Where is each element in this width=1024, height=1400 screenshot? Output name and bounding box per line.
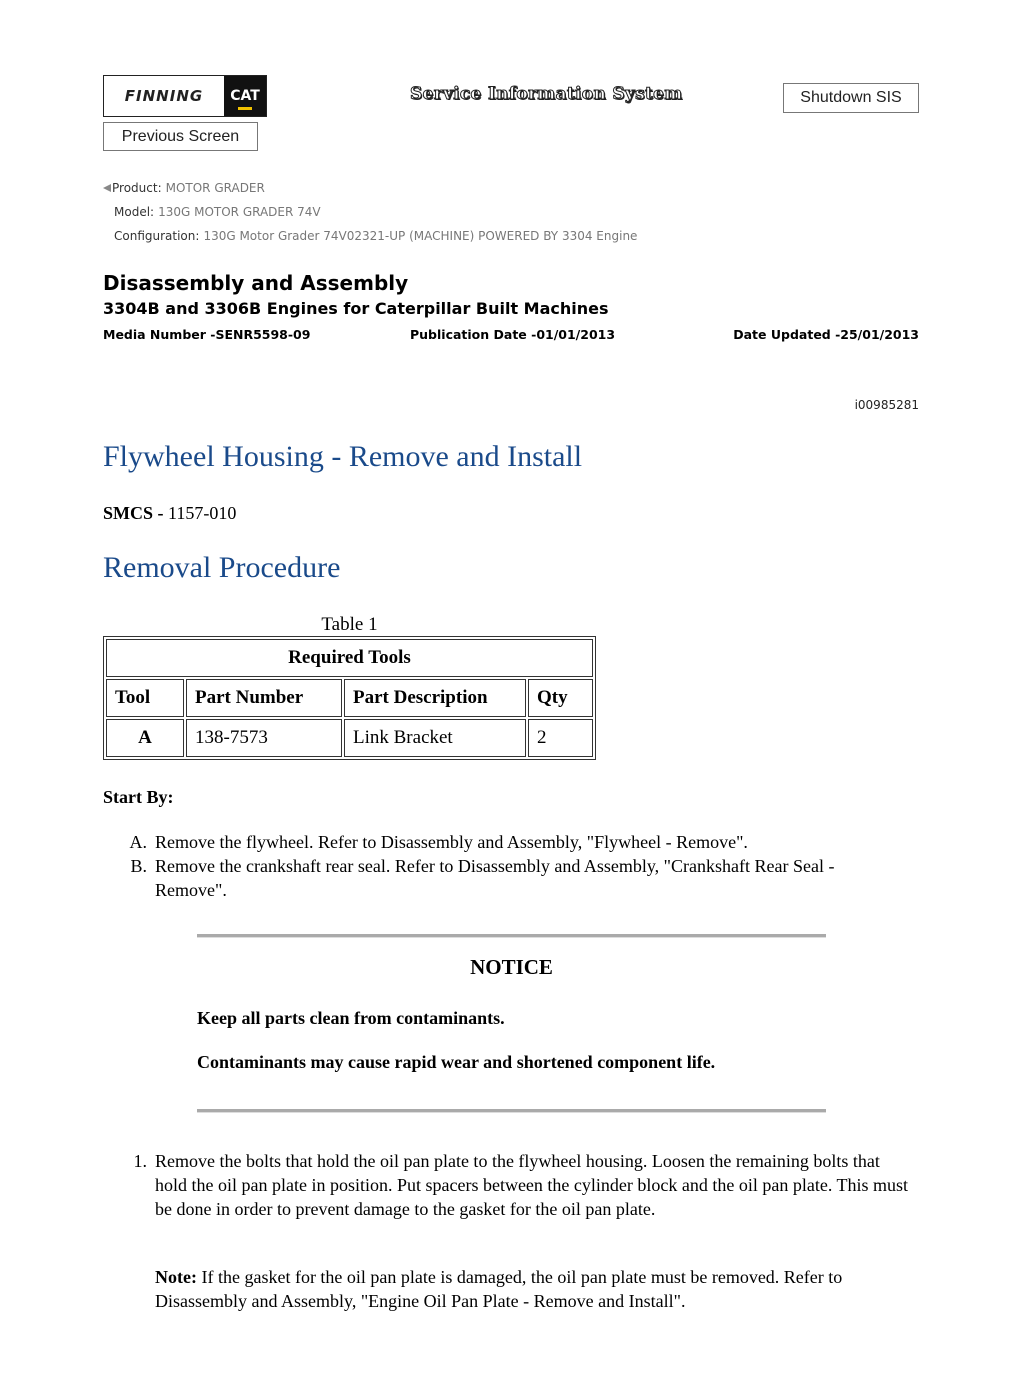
notice-line-2: Contaminants may cause rapid wear and shortened component life.: [197, 1052, 716, 1072]
document-heading: Disassembly and Assembly: [103, 271, 409, 295]
previous-screen-button[interactable]: Previous Screen: [103, 122, 258, 151]
note-paragraph: [155, 1265, 895, 1313]
model-value: 130G MOTOR GRADER 74V: [158, 205, 321, 219]
configuration-label: Configuration:: [114, 229, 200, 243]
list-item: [103, 1149, 913, 1221]
document-subheading: 3304B and 3306B Engines for Caterpillar Built Machines: [103, 299, 609, 318]
table-row: [106, 719, 593, 757]
procedure-steps: [103, 1149, 913, 1221]
configuration-line: [114, 229, 637, 243]
header-tool: Tool: [106, 679, 184, 717]
step-text: Remove the bolts that hold the oil pan plate to the flywheel housing. Loosen the remaining bolts that hold the oil pan plate in position. Put spacers between the cylinder block and the oil pan plate. This must be done in order to prevent damage to the gasket for the oil pan plate.: [155, 1151, 909, 1219]
smcs-code: [103, 503, 236, 524]
back-arrow-icon[interactable]: [103, 184, 111, 192]
date-updated: Date Updated -25/01/2013: [733, 327, 919, 342]
logo-finning-text: FINNING: [124, 87, 204, 105]
list-item: [103, 854, 903, 902]
list-marker: B.: [130, 856, 147, 876]
section-title: Removal Procedure: [103, 551, 341, 584]
sis-title: Service Information System: [410, 84, 683, 104]
start-by-label: Start By:: [103, 787, 174, 807]
list-item-text: Remove the crankshaft rear seal. Refer to Disassembly and Assembly, "Crankshaft Rear Seal - Remove".: [155, 856, 835, 900]
configuration-value: 130G Motor Grader 74V02321-UP (MACHINE) POWERED BY 3304 Engine: [203, 229, 638, 243]
product-line: [103, 181, 265, 195]
table-caption: Table 1: [321, 614, 378, 635]
document-id: i00985281: [854, 398, 919, 412]
media-number: Media Number -SENR5598-09: [103, 327, 311, 342]
note-text: If the gasket for the oil pan plate is damaged, the oil pan plate must be removed. Refer to Disassembly and Assembly, "Engine Oil Pan Plate - Remove and Install".: [155, 1267, 843, 1311]
list-item-text: Remove the flywheel. Refer to Disassembly and Assembly, "Flywheel - Remove".: [155, 832, 748, 852]
required-tools-table: [103, 636, 596, 760]
product-value: MOTOR GRADER: [165, 181, 265, 195]
finning-cat-logo: [103, 75, 267, 117]
notice-title: NOTICE: [470, 955, 553, 979]
smcs-value: 1157-010: [168, 503, 237, 523]
notice-divider-top: [197, 934, 826, 938]
smcs-label: SMCS -: [103, 503, 164, 523]
cell-part-number: 138-7573: [186, 719, 342, 757]
header-part-description: Part Description: [344, 679, 526, 717]
shutdown-sis-button[interactable]: Shutdown SIS: [783, 83, 919, 113]
table-header-row: [106, 679, 593, 717]
notice-line-1: Keep all parts clean from contaminants.: [197, 1008, 505, 1028]
list-marker: A.: [129, 832, 147, 852]
model-line: [114, 205, 321, 219]
note-label: Note:: [155, 1267, 197, 1287]
model-label: Model:: [114, 205, 155, 219]
cell-tool: A: [106, 719, 184, 757]
cell-part-description: Link Bracket: [344, 719, 526, 757]
header-qty: Qty: [528, 679, 593, 717]
header-part-number: Part Number: [186, 679, 342, 717]
table-title-row: [106, 639, 593, 677]
page-title: Flywheel Housing - Remove and Install: [103, 440, 583, 473]
step-marker: 1.: [133, 1151, 147, 1171]
table-title: Required Tools: [106, 639, 593, 677]
cell-qty: 2: [528, 719, 593, 757]
logo-cat-text: CAT: [224, 76, 266, 116]
list-item: [103, 830, 903, 854]
start-by-list: [103, 830, 903, 902]
product-label: Product:: [112, 181, 162, 195]
publication-date: Publication Date -01/01/2013: [410, 327, 616, 342]
notice-divider-bottom: [197, 1109, 826, 1113]
